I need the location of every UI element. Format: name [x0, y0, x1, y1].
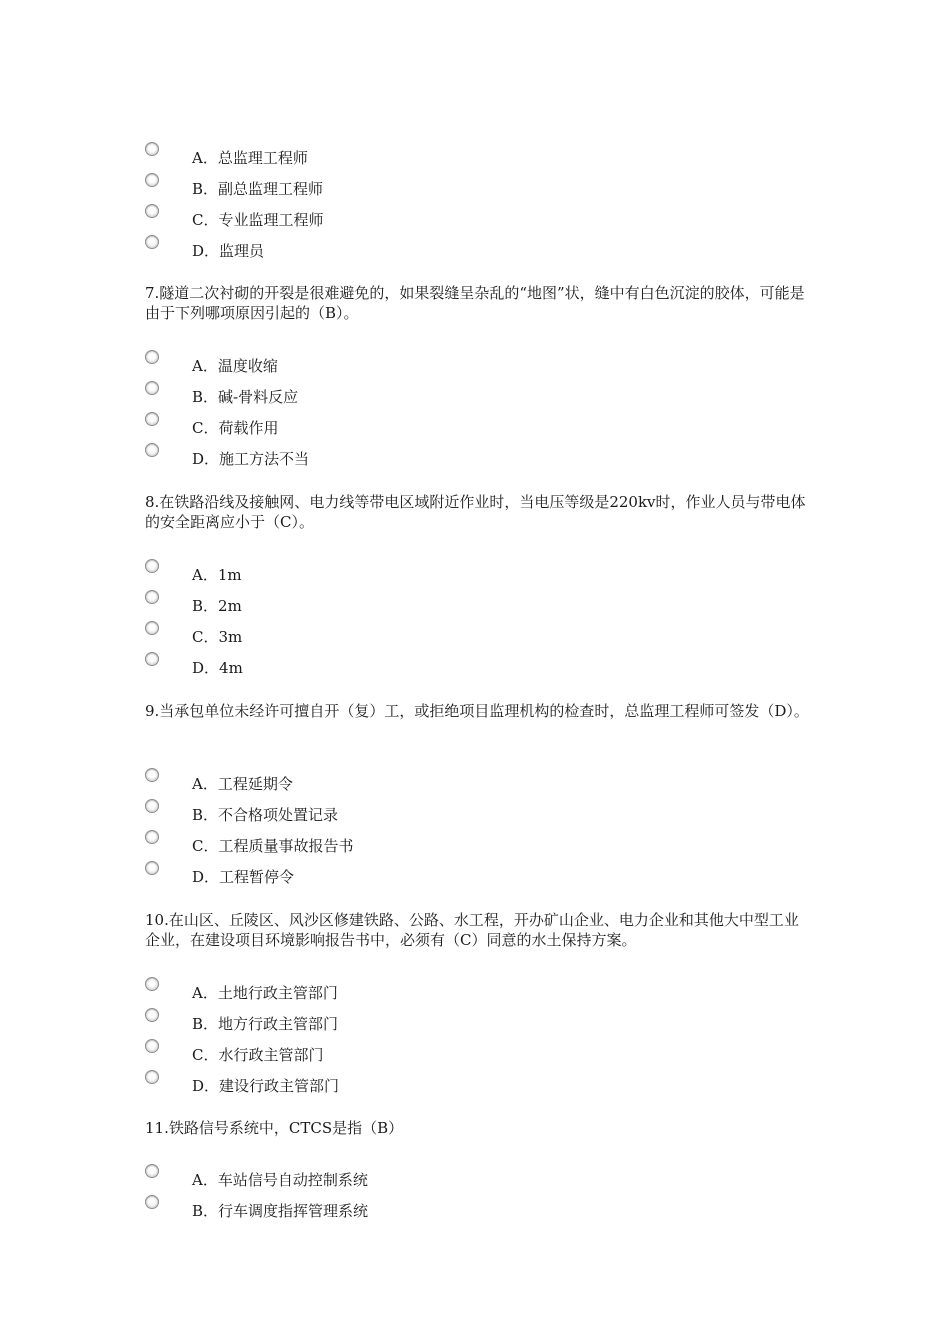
question-8: 8.在铁路沿线及接触网、电力线等带电区域附近作业时，当电压等级是220kv时，作业人员与带电体的安全距离应小于（C）。 [145, 493, 806, 531]
radio-button[interactable] [145, 1039, 159, 1053]
radio-button[interactable] [145, 235, 159, 249]
option-q10-b[interactable] [0, 1008, 950, 1039]
radio-button[interactable] [145, 443, 159, 457]
question-11: 11.铁路信号系统中，CTCS是指（B） [145, 1119, 404, 1137]
option-label: A．总监理工程师 [192, 149, 308, 167]
option-q7-c[interactable] [0, 412, 950, 443]
radio-button[interactable] [145, 1164, 159, 1178]
question-10: 10.在山区、丘陵区、风沙区修建铁路、公路、水工程，开办矿山企业、电力企业和其他大中型工业企业，在建设项目环境影响报告书中，必须有（C）同意的水土保持方案。 [145, 911, 799, 949]
option-q6-c[interactable] [0, 204, 950, 235]
options-group-q9 [0, 768, 950, 892]
radio-button[interactable] [145, 350, 159, 364]
radio-button[interactable] [145, 768, 159, 782]
option-label: D．4m [192, 659, 243, 677]
option-label: D．建设行政主管部门 [192, 1077, 340, 1095]
option-label: B．行车调度指挥管理系统 [192, 1202, 369, 1220]
option-q11-b[interactable] [0, 1195, 950, 1226]
option-q6-d[interactable] [0, 235, 950, 266]
option-label: C．荷载作用 [192, 419, 279, 437]
option-label: A．工程延期令 [192, 775, 293, 793]
option-label: A．温度收缩 [192, 357, 278, 375]
radio-button[interactable] [145, 861, 159, 875]
radio-button[interactable] [145, 204, 159, 218]
radio-button[interactable] [145, 559, 159, 573]
radio-button[interactable] [145, 590, 159, 604]
options-group-q7 [0, 350, 950, 474]
radio-button[interactable] [145, 799, 159, 813]
option-label: A．1m [192, 566, 242, 584]
option-label: C．工程质量事故报告书 [192, 837, 354, 855]
options-group-q8 [0, 559, 950, 683]
radio-button[interactable] [145, 381, 159, 395]
radio-button[interactable] [145, 412, 159, 426]
option-label: C．专业监理工程师 [192, 211, 324, 229]
option-q9-d[interactable] [0, 861, 950, 892]
option-q9-a[interactable] [0, 768, 950, 799]
question-9: 9.当承包单位未经许可擅自开（复）工，或拒绝项目监理机构的检查时，总监理工程师可签发（D）。 [145, 702, 809, 720]
radio-button[interactable] [145, 142, 159, 156]
option-label: B．副总监理工程师 [192, 180, 324, 198]
option-label: B．地方行政主管部门 [192, 1015, 339, 1033]
option-q10-d[interactable] [0, 1070, 950, 1101]
option-label: D．监理员 [192, 242, 265, 260]
option-q11-a[interactable] [0, 1164, 950, 1195]
option-label: A．车站信号自动控制系统 [192, 1171, 368, 1189]
question-7: 7.隧道二次衬砌的开裂是很难避免的，如果裂缝呈杂乱的“地图”状，缝中有白色沉淀的胶体，可能是由于下列哪项原因引起的（B）。 [145, 284, 805, 322]
option-q6-b[interactable] [0, 173, 950, 204]
option-label: B．2m [192, 597, 242, 615]
radio-button[interactable] [145, 977, 159, 991]
option-q6-a[interactable] [0, 142, 950, 173]
option-q8-a[interactable] [0, 559, 950, 590]
radio-button[interactable] [145, 1008, 159, 1022]
radio-button[interactable] [145, 652, 159, 666]
option-q10-a[interactable] [0, 977, 950, 1008]
radio-button[interactable] [145, 1070, 159, 1084]
option-label: C．3m [192, 628, 243, 646]
option-q8-d[interactable] [0, 652, 950, 683]
option-label: A．土地行政主管部门 [192, 984, 338, 1002]
option-q9-b[interactable] [0, 799, 950, 830]
radio-button[interactable] [145, 830, 159, 844]
option-label: C．水行政主管部门 [192, 1046, 324, 1064]
options-group-q11 [0, 1164, 950, 1226]
option-label: B．不合格项处置记录 [192, 806, 339, 824]
option-q7-d[interactable] [0, 443, 950, 474]
option-label: B．碱-骨料反应 [192, 388, 299, 406]
option-label: D．工程暂停令 [192, 868, 295, 886]
option-q7-a[interactable] [0, 350, 950, 381]
options-group-q10 [0, 977, 950, 1101]
option-q7-b[interactable] [0, 381, 950, 412]
options-group-q6 [0, 142, 950, 266]
radio-button[interactable] [145, 1195, 159, 1209]
option-q8-b[interactable] [0, 590, 950, 621]
radio-button[interactable] [145, 621, 159, 635]
radio-button[interactable] [145, 173, 159, 187]
option-label: D．施工方法不当 [192, 450, 310, 468]
option-q10-c[interactable] [0, 1039, 950, 1070]
option-q8-c[interactable] [0, 621, 950, 652]
option-q9-c[interactable] [0, 830, 950, 861]
